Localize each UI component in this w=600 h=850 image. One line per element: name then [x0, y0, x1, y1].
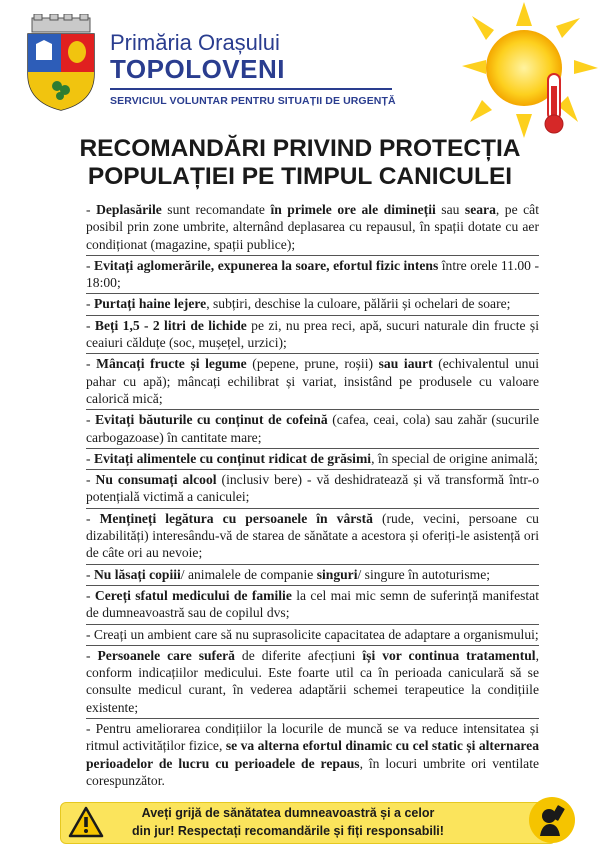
item-separator: [86, 624, 539, 625]
emphasis-text: Mâncați fructe și legume: [96, 356, 247, 372]
body-text: -: [86, 510, 100, 526]
page-title-line1: RECOMANDĂRI PRIVIND PROTECȚIA: [79, 135, 521, 162]
org-name-line2: TOPOLOVENI: [110, 54, 285, 84]
item-separator: [86, 448, 539, 449]
body-text: , subțiri, deschise la culoare, pălării și ochelari de soare;: [206, 296, 511, 312]
body-text: -: [86, 566, 94, 582]
recommendation-item: [86, 295, 539, 312]
thermometer-icon: [545, 74, 563, 133]
page-title-line2: POPULAȚIEI PE TIMPUL CANICULEI: [87, 163, 513, 190]
emphasis-text: Deplasările: [96, 202, 162, 217]
recommendation-item: [86, 626, 539, 643]
body-text: -: [86, 647, 98, 663]
emphasis-text: seara: [464, 202, 496, 217]
body-text: (cafea, ceai, cola) sau zahăr (sucurile carbogazoase) în cantitate mare;: [86, 412, 539, 445]
item-separator: [86, 564, 539, 565]
body-text: -: [86, 450, 94, 466]
emphasis-text: Persoanele care suferă: [97, 647, 235, 663]
body-text: -: [86, 356, 97, 372]
emphasis-text: Nu consumați alcool: [95, 472, 217, 488]
emphasis-text: sau iaurt: [378, 356, 433, 372]
item-separator: [86, 585, 539, 586]
body-text: -: [86, 296, 94, 312]
item-separator: [86, 718, 539, 719]
footer-line1: Aveți grijă de sănătatea dumneavoastră și a celor: [141, 806, 435, 820]
recommendations-list: [86, 201, 539, 789]
service-name: SERVICIUL VOLUNTAR PENTRU SITUAȚII DE URGENȚĂ: [110, 95, 396, 107]
body-text: sunt recomandate: [161, 202, 271, 217]
recommendation-item: [86, 257, 539, 292]
drinking-water-icon: [528, 796, 576, 844]
emphasis-text: Mențineți legătura cu persoanele în vârstă: [99, 510, 373, 526]
emphasis-text: Evitați aglomerările, expunerea la soare, efortul fizic intens: [94, 257, 439, 273]
org-name-line1: Primăria Orașului: [110, 30, 280, 55]
emphasis-text: Purtați haine lejere: [93, 296, 207, 312]
recommendation-item: [86, 720, 539, 789]
item-separator: [86, 645, 539, 646]
body-text: (echivalentul unui pahar cu apă); mâncați echilibrat și variat, insistând pe produsele cu valoare calorică mică;: [86, 356, 539, 406]
recommendation-item: [86, 317, 539, 352]
emphasis-text: Evitați alimentele cu conținut ridicat de grăsimi: [93, 450, 372, 466]
body-text: -: [86, 472, 96, 488]
body-text: pe zi, nu prea reci, apă, sucuri naturale din fructe și ceaiuri călduțe (soc, mușețel, urzici);: [86, 317, 539, 351]
body-text: la cel mai mic semn de suferință manifestat de dumneavoastră sau de copilul dvs;: [86, 587, 539, 621]
sun-icon: [462, 0, 600, 140]
body-text: , conform indicațiilor medicului. Este foarte util ca în perioada caniculară să se consulte medicul curant, în vederea adaptării schemei terapeutice la condițiile existente;: [86, 647, 539, 715]
emphasis-text: Cereți sfatul medicului de familie: [94, 587, 292, 603]
item-separator: [86, 508, 539, 509]
emphasis-text: Beți 1,5 - 2 litri de lichide: [94, 317, 247, 333]
recommendation-item: [86, 450, 539, 467]
coat-of-arms-icon: [24, 14, 98, 112]
body-text: (rude, vecini, persoane cu dizabilități) interesându-vă de starea de sănătate a acestora și oferiți-le asistență ori de câte ori au nevoie;: [86, 510, 539, 561]
item-separator: [86, 255, 539, 256]
recommendation-item: [86, 587, 539, 622]
body-text: , în locuri umbrite ori ventilate corespunzător.: [86, 755, 539, 788]
emphasis-text: în primele ore ale dimineții: [270, 202, 436, 217]
recommendation-item: [86, 566, 539, 583]
emphasis-text: Evitați băuturile cu conținut de cofeină: [95, 412, 328, 428]
header-divider: [110, 88, 392, 90]
body-text: (pepene, prune, roșii): [246, 356, 379, 372]
item-separator: [86, 353, 539, 354]
emphasis-text: singuri: [316, 566, 358, 582]
emphasis-text: își vor continua tratamentul: [362, 647, 536, 663]
recommendation-item: [86, 201, 539, 253]
body-text: -: [86, 257, 95, 273]
item-separator: [86, 315, 539, 316]
body-text: -: [86, 202, 97, 217]
recommendation-item: [86, 471, 539, 506]
emphasis-text: Nu lăsați copiii: [93, 566, 181, 582]
body-text: / animalele de companie: [180, 566, 317, 582]
body-text: sau: [435, 202, 465, 217]
body-text: de diferite afecțiuni: [234, 647, 363, 663]
recommendation-item: [86, 647, 539, 716]
recommendation-item: [86, 510, 539, 562]
item-separator: [86, 293, 539, 294]
body-text: , pe cât posibil prin zone umbrite, alternând deplasarea cu repausul, în spații dotate cu aer condiționat (magazine, spații publice);: [86, 202, 539, 252]
body-text: -: [86, 317, 95, 333]
body-text: - Creați un ambient care să nu suprasolicite capacitatea de adaptare a organismului;: [86, 626, 539, 642]
footer-line2: din jur! Respectați recomandările și fiți responsabili!: [132, 824, 444, 838]
item-separator: [86, 469, 539, 470]
recommendation-item: [86, 411, 539, 446]
footer-message: [78, 804, 498, 840]
body-text: -: [86, 587, 95, 603]
body-text: / singure în autoturisme;: [357, 566, 491, 582]
recommendation-item: [86, 355, 539, 407]
body-text: - Pentru ameliorarea condițiilor la locurile de muncă se va reduce intensitatea și ritmul activităților fizice,: [86, 721, 539, 754]
item-separator: [86, 409, 539, 410]
body-text: , în special de origine animală;: [371, 450, 538, 466]
body-text: (inclusiv bere) - vă deshidratează și vă transformă într-o potențială victimă a caniculei;: [86, 472, 539, 505]
body-text: -: [86, 412, 96, 428]
emphasis-text: se va alterna efortul dinamic cu cel static și alternarea perioadelor de lucru cu perioadele de repaus: [86, 738, 539, 771]
body-text: între orele 11.00 - 18:00;: [86, 257, 539, 291]
